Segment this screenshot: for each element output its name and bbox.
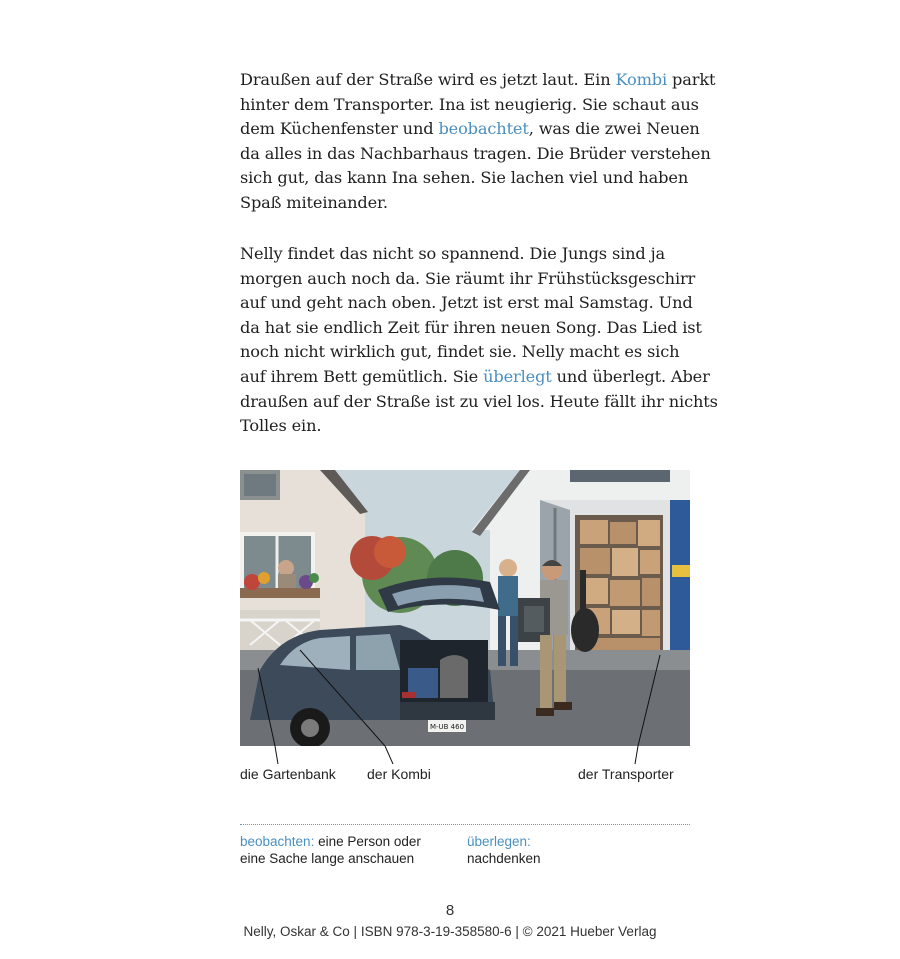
text-line: dem Küchenfenster und beobachtet, was die zwei Neuen [240,119,700,139]
text-line: Spaß miteinander. [240,192,388,212]
text-line: hinter dem Transporter. Ina ist neugierig. Sie schaut aus [240,94,699,114]
glossary-definition: eine Person oder [314,834,421,849]
page-number: 8 [445,902,455,919]
footer-citation: Nelly, Oskar & Co | ISBN 978-3-19-358580-6 | © 2021 Hueber Verlag [243,924,657,939]
glossary-term: beobachten: [240,834,315,849]
text-line: morgen auch noch da. Sie räumt ihr Frühstücksgeschirr [240,268,696,288]
glossary-divider [240,824,690,825]
vocab-highlight-beobachtet[interactable]: beobachtet [438,119,529,139]
text-line: draußen auf der Straße ist zu viel los. Heute fällt ihr nichts [240,391,718,411]
text-line: Tolles ein. [240,416,322,436]
caption-leaders [240,746,690,768]
text-line: Draußen auf der Straße wird es jetzt laut. Ein Kombi parkt [240,70,716,89]
caption-gartenbank: die Gartenbank [240,766,336,782]
text-line: da hat sie endlich Zeit für ihren neuen Song. Das Lied ist [240,317,702,337]
caption-transporter: der Transporter [578,766,674,782]
text-line: Nelly findet das nicht so spannend. Die Jungs sind ja [240,244,665,263]
text-line: sich gut, das kann Ina sehen. Sie lachen viel und haben [240,168,689,188]
glossary-term: überlegen: [467,834,531,849]
glossary-definition: nachdenken [467,851,541,866]
paragraph-1 [240,68,716,216]
vocab-highlight-kombi[interactable]: Kombi [615,70,668,89]
paragraph-2 [240,242,718,439]
text-line: da alles in das Nachbarhaus tragen. Die Brüder verstehen [240,143,711,163]
license-plate: M-UB 460 [429,723,465,731]
vocab-highlight-ueberlegt[interactable]: überlegt [483,366,552,386]
text-line: auf ihrem Bett gemütlich. Sie überlegt und überlegt. Aber [240,366,710,386]
glossary-definition: eine Sache lange anschauen [240,851,415,866]
glossary-entry-ueberlegen [467,833,667,867]
caption-kombi: der Kombi [367,766,431,782]
street-scene-illustration [240,470,690,746]
text-line: auf und geht nach oben. Jetzt ist erst mal Samstag. Und [240,293,693,313]
glossary-entry-beobachten [240,833,455,867]
text-line: noch nicht wirklich gut, findet sie. Nelly macht es sich [240,342,680,362]
